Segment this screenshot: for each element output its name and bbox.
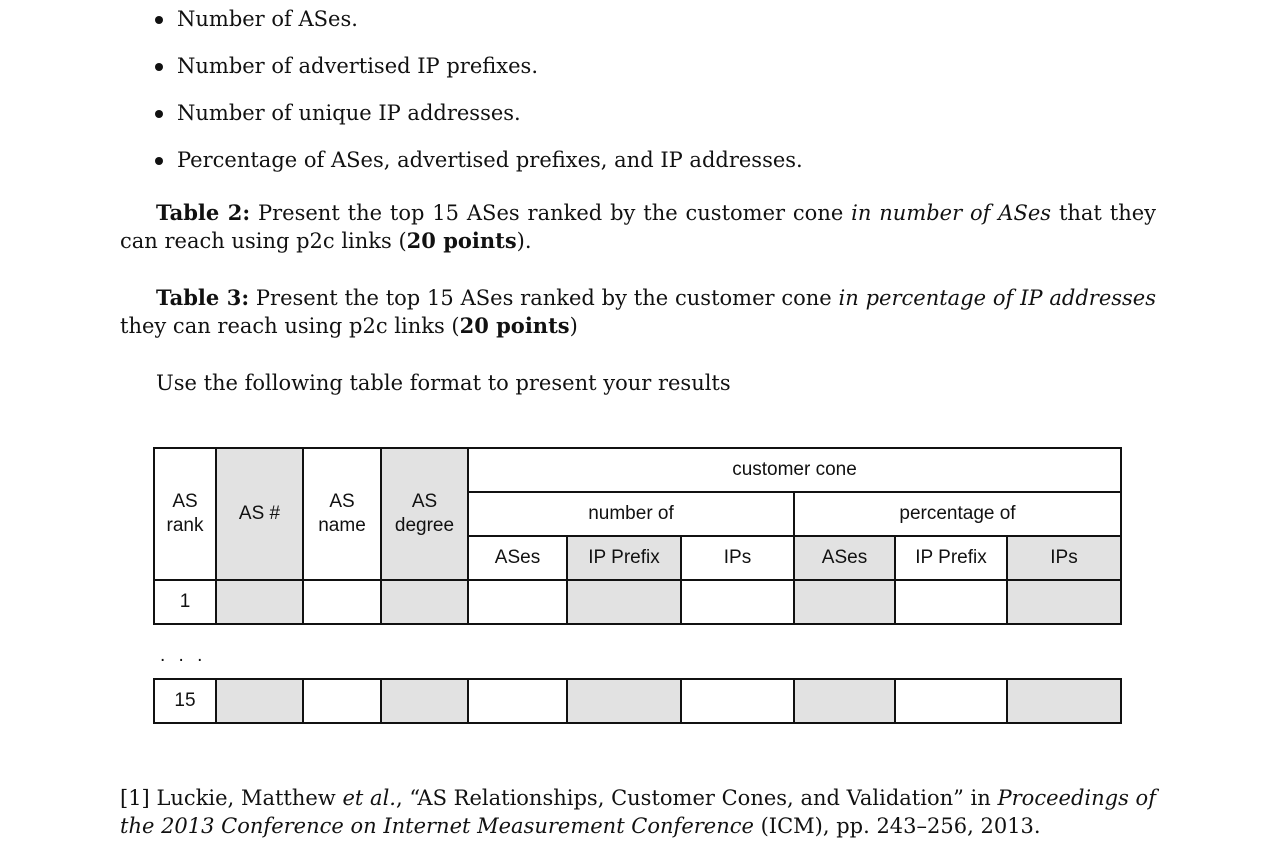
format-table-header bbox=[153, 447, 1122, 625]
header-percentage-ip-prefix: IP Prefix bbox=[895, 536, 1007, 580]
header-percentage-ips: IPs bbox=[1007, 536, 1121, 580]
instruction-text: Use the following table format to present your results bbox=[156, 371, 731, 395]
empty-cell bbox=[303, 580, 381, 624]
list-item: Number of ASes. bbox=[155, 6, 803, 53]
header-percentage-ases: ASes bbox=[794, 536, 895, 580]
empty-cell bbox=[216, 580, 303, 624]
header-number-ases: ASes bbox=[468, 536, 567, 580]
empty-cell bbox=[303, 679, 381, 723]
rank-cell: 1 bbox=[154, 580, 216, 624]
empty-cell bbox=[794, 580, 895, 624]
table2-label: Table 2: bbox=[156, 200, 251, 225]
list-item: Percentage of ASes, advertised prefixes, and IP addresses. bbox=[155, 147, 803, 194]
empty-cell bbox=[794, 679, 895, 723]
header-as-number: AS # bbox=[216, 448, 303, 580]
empty-cell bbox=[468, 679, 567, 723]
empty-cell bbox=[895, 679, 1007, 723]
header-as-degree: AS degree bbox=[381, 448, 468, 580]
header-number-ips: IPs bbox=[681, 536, 794, 580]
list-item: Number of unique IP addresses. bbox=[155, 100, 803, 147]
header-number-of: number of bbox=[468, 492, 794, 536]
empty-cell bbox=[895, 580, 1007, 624]
empty-cell bbox=[681, 580, 794, 624]
header-customer-cone: customer cone bbox=[468, 448, 1121, 492]
bullet-icon bbox=[155, 157, 163, 165]
table-row bbox=[154, 580, 1121, 624]
header-percentage-of: percentage of bbox=[794, 492, 1121, 536]
table3-paragraph: Table 3: Present the top 15 ASes ranked by the customer cone in percentage of IP addresses they can reach using p2c links (20 points) bbox=[120, 285, 1156, 338]
table3-label: Table 3: bbox=[156, 285, 250, 310]
requirement-list bbox=[155, 6, 803, 194]
bullet-icon bbox=[155, 110, 163, 118]
table2-paragraph: Table 2: Present the top 15 ASes ranked by the customer cone in number of ASes that they can reach using p2c links (20 points). bbox=[120, 200, 1157, 253]
header-number-ip-prefix: IP Prefix bbox=[567, 536, 681, 580]
empty-cell bbox=[567, 679, 681, 723]
empty-cell bbox=[1007, 679, 1121, 723]
ellipsis: . . . bbox=[160, 645, 207, 666]
table-row bbox=[154, 679, 1121, 723]
header-as-name: AS name bbox=[303, 448, 381, 580]
empty-cell bbox=[468, 580, 567, 624]
empty-cell bbox=[567, 580, 681, 624]
empty-cell bbox=[1007, 580, 1121, 624]
empty-cell bbox=[681, 679, 794, 723]
bullet-icon bbox=[155, 63, 163, 71]
format-table-last-row bbox=[153, 678, 1122, 724]
empty-cell bbox=[216, 679, 303, 723]
rank-cell: 15 bbox=[154, 679, 216, 723]
list-item: Number of advertised IP prefixes. bbox=[155, 53, 803, 100]
header-as-rank: AS rank bbox=[154, 448, 216, 580]
empty-cell bbox=[381, 679, 468, 723]
bullet-icon bbox=[155, 16, 163, 24]
reference: [1] Luckie, Matthew et al., “AS Relationships, Customer Cones, and Validation” in Proceedings of the 2013 Conference on Internet Measurement Conference (ICM), pp. 243–256, 2013. bbox=[120, 786, 1156, 838]
empty-cell bbox=[381, 580, 468, 624]
